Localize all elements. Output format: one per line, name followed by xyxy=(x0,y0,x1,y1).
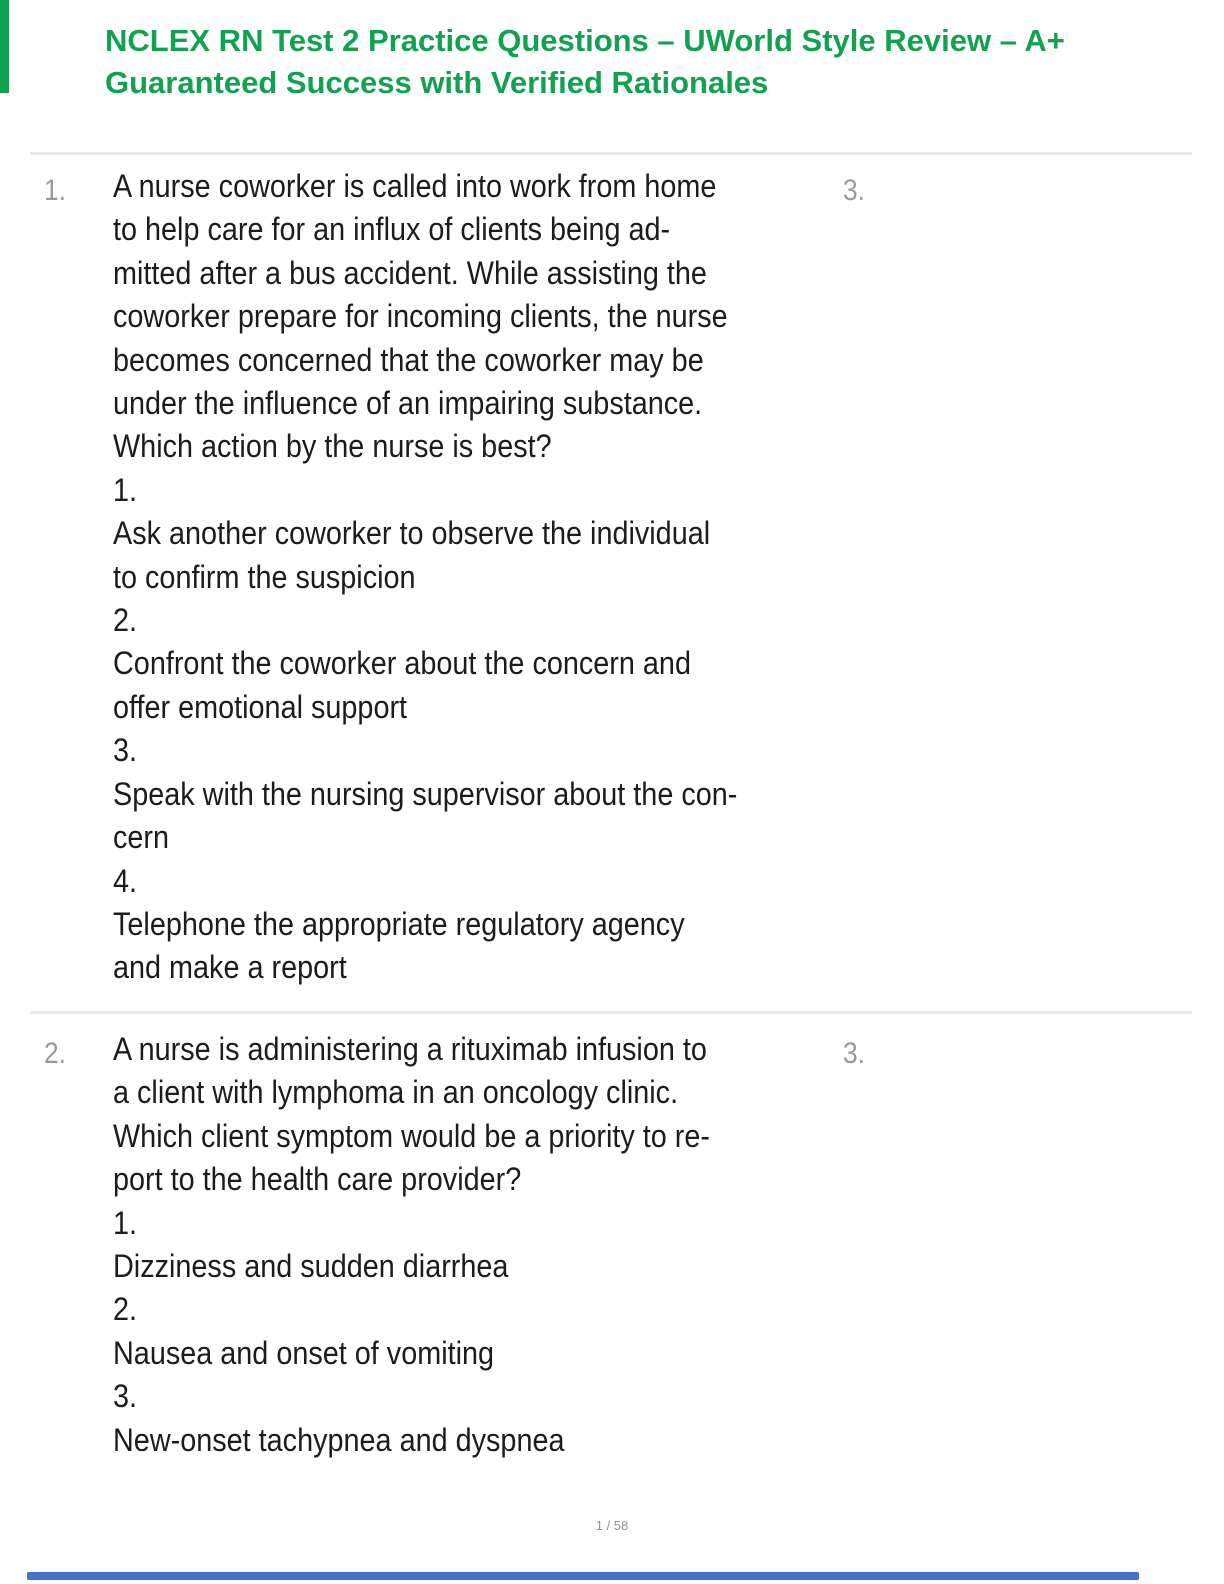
question-line: mitted after a bus accident. While assisting the xyxy=(113,254,707,291)
option-text: cern xyxy=(113,819,170,856)
page-number: 1 / 58 xyxy=(595,1518,629,1533)
question-line: under the influence of an impairing substance. xyxy=(113,385,703,422)
option-text: New-onset tachypnea and dyspnea xyxy=(113,1421,565,1458)
question-line: A nurse coworker is called into work from home xyxy=(113,168,717,204)
green-corner-stripe xyxy=(0,0,9,93)
question-line: to help care for an influx of clients being ad- xyxy=(113,211,671,248)
question-2-side-marker: 3. xyxy=(843,1037,866,1070)
question-line: port to the health care provider? xyxy=(113,1161,522,1198)
option-text: Nausea and onset of vomiting xyxy=(113,1334,495,1371)
option-text: and make a report xyxy=(113,949,347,986)
option-text: Telephone the appropriate regulatory agency xyxy=(113,905,685,942)
question-2-number: 2. xyxy=(44,1037,67,1070)
page-title-line-1: NCLEX RN Test 2 Practice Questions – UWorld Style Review – A+ xyxy=(105,23,1065,58)
option-text: to confirm the suspicion xyxy=(113,558,416,595)
option-number: 1. xyxy=(113,1204,138,1241)
option-number: 2. xyxy=(113,1291,138,1328)
page-title-line-2: Guaranteed Success with Verified Rationales xyxy=(105,65,769,100)
option-number: 1. xyxy=(113,471,138,508)
page-title xyxy=(105,20,1215,104)
section-divider xyxy=(30,1011,1192,1014)
option-number: 3. xyxy=(113,732,138,769)
option-text: Speak with the nursing supervisor about the con- xyxy=(113,775,738,812)
bottom-blue-bar xyxy=(27,1572,1139,1580)
section-divider xyxy=(30,152,1192,155)
question-1-side-marker: 3. xyxy=(843,174,866,207)
question-line: becomes concerned that the coworker may be xyxy=(113,341,704,378)
option-text: Confront the coworker about the concern and xyxy=(113,645,691,682)
question-line: Which action by the nurse is best? xyxy=(113,428,552,465)
question-line: a client with lymphoma in an oncology clinic. xyxy=(113,1074,679,1111)
question-line: A nurse is administering a rituximab infusion to xyxy=(113,1031,707,1067)
question-2-text xyxy=(113,1028,887,1462)
question-1-number: 1. xyxy=(44,174,67,207)
option-text: Ask another coworker to observe the individual xyxy=(113,515,711,552)
option-number: 3. xyxy=(113,1378,138,1415)
question-1-text xyxy=(113,165,887,990)
question-line: coworker prepare for incoming clients, the nurse xyxy=(113,298,728,335)
option-text: offer emotional support xyxy=(113,688,408,725)
question-line: Which client symptom would be a priority to re- xyxy=(113,1117,711,1154)
option-number: 2. xyxy=(113,602,138,639)
option-number: 4. xyxy=(113,862,138,899)
option-text: Dizziness and sudden diarrhea xyxy=(113,1248,509,1285)
